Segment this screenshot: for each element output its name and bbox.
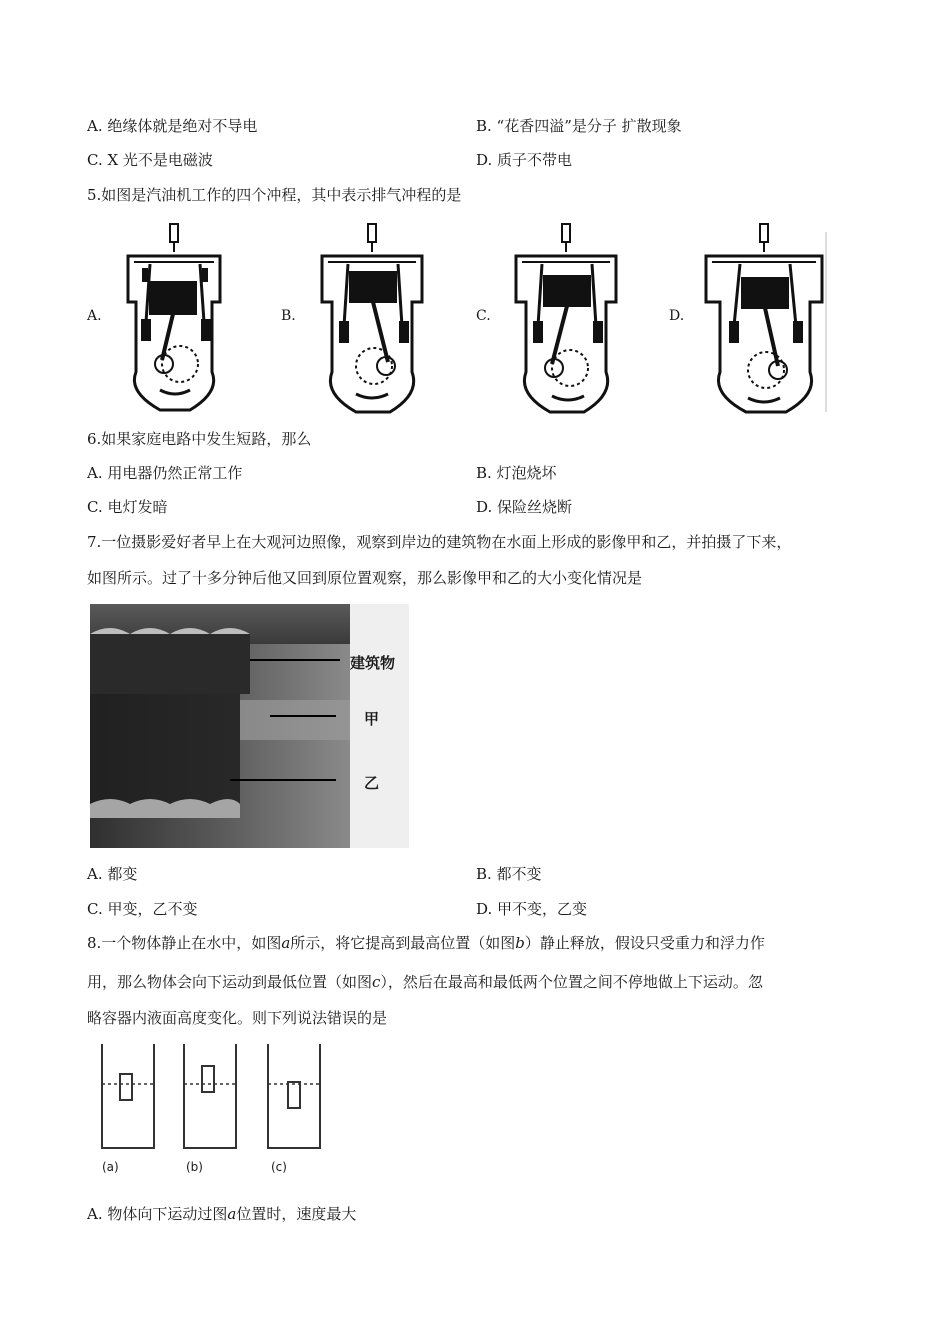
q6-option-b: B. 灯泡烧坏 [476,464,557,482]
engine-diagram-b [314,222,434,414]
q7-stem-line2: 如图所示。过了十多分钟后他又回到原位置观察，那么影像甲和乙的大小变化情况是 [87,569,643,587]
q7-option-a: A. 都变 [87,865,138,883]
floating-object-diagram [94,1042,334,1176]
q7-option-b: B. 都不变 [476,865,542,883]
engine-diagram-d [702,222,828,414]
q8-stem-line2: 用，那么物体会向下运动到最低位置（如图c），然后在最高和最低两个位置之间不停地做上下运动。忽 [87,973,763,991]
label-yi: 乙 [364,774,380,792]
q7-option-c: C. 甲变，乙不变 [87,900,198,918]
label-jia: 甲 [364,710,380,728]
q5-label-a: A. [87,308,102,324]
q5-label-b: B. [281,308,296,324]
q5-label-d: D. [669,308,685,324]
cup-label-a: (a) [102,1160,119,1174]
q6-option-c: C. 电灯发暗 [87,498,168,516]
q4-option-a: A. 绝缘体就是绝对不导电 [87,117,258,135]
q8-option-a: A. 物体向下运动过图a位置时，速度最大 [87,1205,357,1223]
engine-diagram-c [508,222,628,414]
engine-diagram-a [120,222,240,414]
q8-stem-line3: 略容器内液面高度变化。则下列说法错误的是 [87,1009,388,1027]
river-reflection-photo [90,604,409,848]
q4-option-d: D. 质子不带电 [476,151,573,169]
q6-stem: 6.如果家庭电路中发生短路，那么 [87,430,312,448]
q4-option-c: C. X 光不是电磁波 [87,151,213,169]
cup-label-b: (b) [186,1160,203,1174]
label-building: 建筑物 [350,654,396,672]
q8-stem-line1: 8.一个物体静止在水中，如图a所示，将它提高到最高位置（如图b）静止释放，假设只受重力和浮力作 [87,934,765,952]
q7-option-d: D. 甲不变，乙变 [476,900,588,918]
q6-option-a: A. 用电器仍然正常工作 [87,464,243,482]
q6-option-d: D. 保险丝烧断 [476,498,573,516]
q5-stem: 5.如图是汽油机工作的四个冲程，其中表示排气冲程的是 [87,186,462,204]
cup-label-c: (c) [271,1160,287,1174]
q5-label-c: C. [476,308,491,324]
q7-stem-line1: 7.一位摄影爱好者早上在大观河边照像，观察到岸边的建筑物在水面上形成的影像甲和乙，并拍摄了下来， [87,533,792,551]
q4-option-b: B. “花香四溢”是分子 扩散现象 [476,117,682,135]
